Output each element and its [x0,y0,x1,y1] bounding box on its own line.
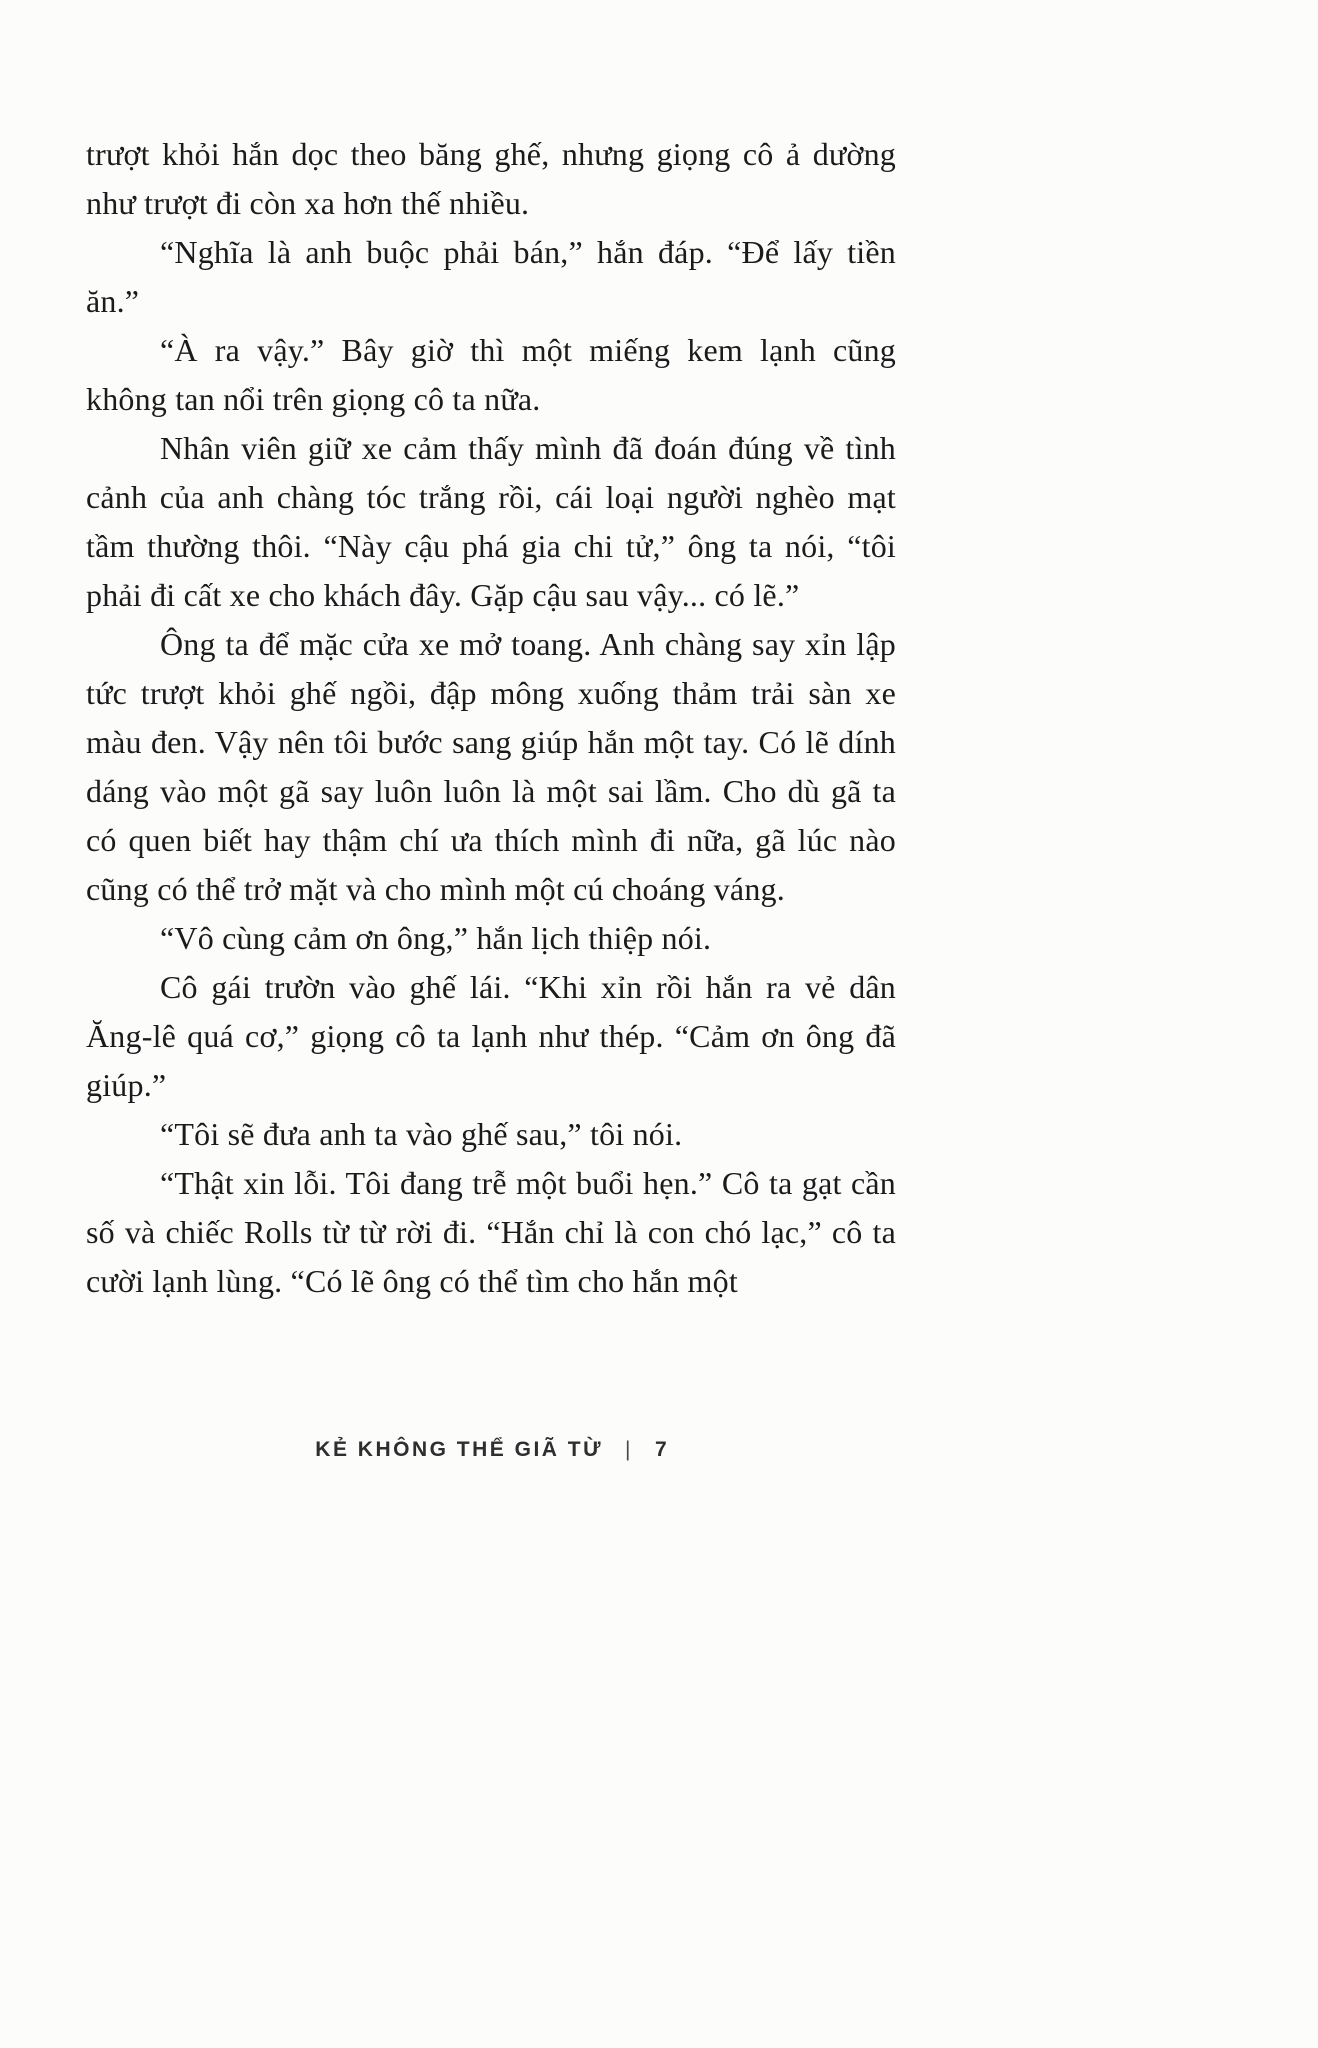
running-title: KẺ KHÔNG THỂ GIÃ TỪ [315,1438,604,1461]
paragraph: Nhân viên giữ xe cảm thấy mình đã đoán đúng về tình cảnh của anh chàng tóc trắng rồi, cái loại người nghèo mạt tầm thường thôi. “Này cậu phá gia chi tử,” ông ta nói, “tôi phải đi cất xe cho khách đây. Gặp cậu sau vậy... có lẽ.” [86,430,896,613]
paragraph: Cô gái trườn vào ghế lái. “Khi xỉn rồi hắn ra vẻ dân Ăng-lê quá cơ,” giọng cô ta lạnh như thép. “Cảm ơn ông đã giúp.” [86,969,896,1103]
paragraph: “Tôi sẽ đưa anh ta vào ghế sau,” tôi nói. [160,1116,683,1152]
paragraph: “Vô cùng cảm ơn ông,” hắn lịch thiệp nói. [160,920,712,956]
paragraph-continuation: trượt khỏi hắn dọc theo băng ghế, nhưng giọng cô ả dường như trượt đi còn xa hơn thế nhiều. [86,136,896,221]
body-text [86,130,896,1306]
paragraph: “À ra vậy.” Bây giờ thì một miếng kem lạnh cũng không tan nổi trên giọng cô ta nữa. [86,332,896,417]
paragraph: “Thật xin lỗi. Tôi đang trễ một buổi hẹn.” Cô ta gạt cần số và chiếc Rolls từ từ rời đi. “Hắn chỉ là con chó lạc,” cô ta cười lạnh lùng. “Có lẽ ông có thể tìm cho hắn một [86,1165,896,1299]
page-footer [86,1438,896,1462]
footer-separator: | [625,1438,634,1461]
page-number: 7 [655,1438,667,1461]
paragraph: “Nghĩa là anh buộc phải bán,” hắn đáp. “Để lấy tiền ăn.” [86,234,896,319]
paragraph: Ông ta để mặc cửa xe mở toang. Anh chàng say xỉn lập tức trượt khỏi ghế ngồi, đập mông xuống thảm trải sàn xe màu đen. Vậy nên tôi bước sang giúp hắn một tay. Có lẽ dính dáng vào một gã say luôn luôn là một sai lầm. Cho dù gã ta có quen biết hay thậm chí ưa thích mình đi nữa, gã lúc nào cũng có thể trở mặt và cho mình một cú choáng váng. [86,626,896,907]
